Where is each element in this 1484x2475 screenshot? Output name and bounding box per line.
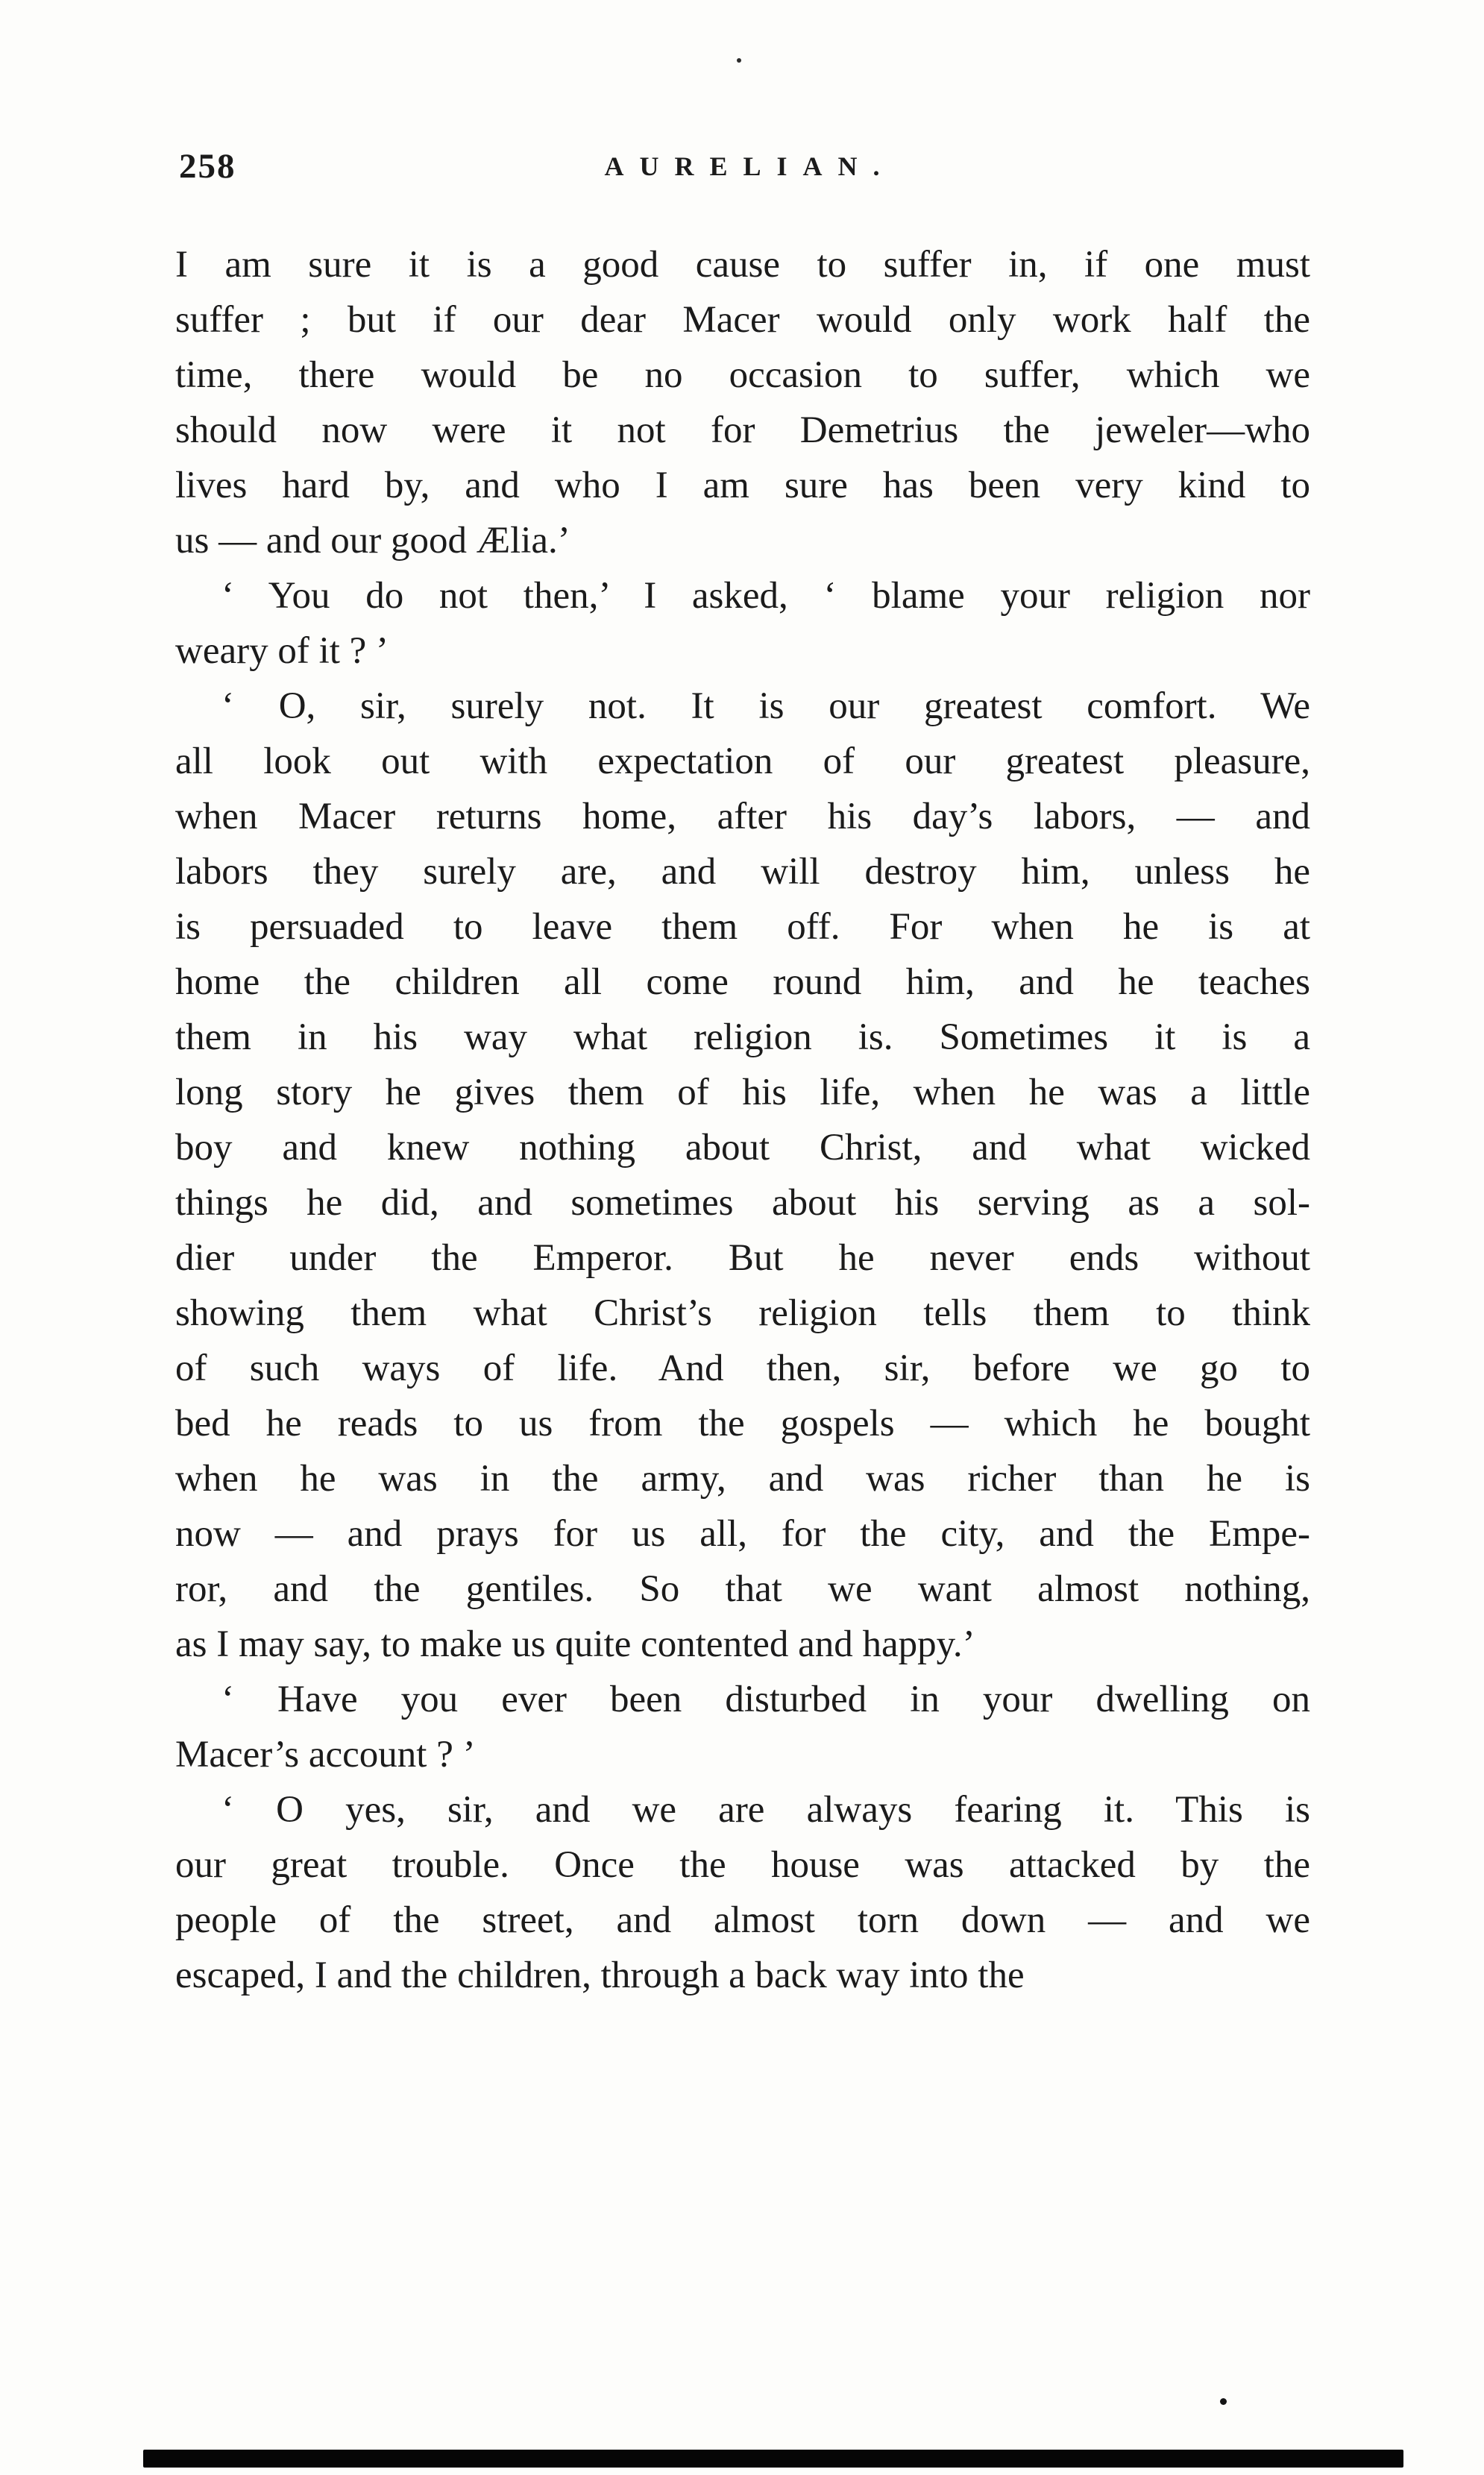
paragraph [175, 237, 1310, 568]
page-number: 258 [179, 147, 236, 186]
text-line: ‘ You do not then,’ I asked, ‘ blame your religion nor [221, 575, 1310, 617]
scan-speck-icon [1220, 2398, 1227, 2405]
text-line: now — and prays for us all, for the city, and the Empe- [175, 1513, 1310, 1555]
text-line: as I may say, to make us quite contented and happy.’ [175, 1623, 975, 1665]
paragraph [175, 1782, 1310, 2003]
text-line: time, there would be no occasion to suffer, which we [175, 354, 1310, 396]
paragraph [175, 679, 1310, 1672]
text-line: people of the street, and almost torn down — and we [175, 1899, 1310, 1941]
text-line: should now were it not for Demetrius the jeweler—who [175, 409, 1310, 451]
text-line: labors they surely are, and will destroy him, unless he [175, 851, 1310, 893]
paragraph [175, 568, 1310, 679]
text-line: long story he gives them of his life, when he was a little [175, 1072, 1310, 1113]
scan-artifact-bar [143, 2450, 1403, 2468]
text-line: showing them what Christ’s religion tells them to think [175, 1292, 1310, 1334]
text-line: I am sure it is a good cause to suffer in, if one must [175, 244, 1310, 286]
text-line: of such ways of life. And then, sir, before we go to [175, 1347, 1310, 1389]
text-line: our great trouble. Once the house was attacked by the [175, 1844, 1310, 1886]
text-line: Macer’s account ? ’ [175, 1734, 476, 1776]
text-line: ‘ Have you ever been disturbed in your dwelling on [221, 1679, 1310, 1720]
paragraph [175, 1672, 1310, 1782]
text-line: when Macer returns home, after his day’s labors, — and [175, 796, 1310, 837]
text-body [175, 237, 1310, 2003]
text-line: boy and knew nothing about Christ, and what wicked [175, 1127, 1310, 1169]
text-line: home the children all come round him, and he teaches [175, 961, 1310, 1003]
text-line: lives hard by, and who I am sure has been very kind to [175, 465, 1310, 506]
text-line: bed he reads to us from the gospels — which he bought [175, 1403, 1310, 1444]
text-line: ‘ O, sir, surely not. It is our greatest comfort. We [221, 685, 1310, 727]
text-line: is persuaded to leave them off. For when he is at [175, 906, 1310, 948]
page-header [175, 146, 1309, 191]
text-line: things he did, and sometimes about his serving as a sol- [175, 1182, 1310, 1224]
text-line: ‘ O yes, sir, and we are always fearing it. This is [221, 1789, 1310, 1831]
running-head-title: AURELIAN. [604, 151, 896, 181]
text-line: ror, and the gentiles. So that we want almost nothing, [175, 1568, 1310, 1610]
text-line: us — and our good Ælia.’ [175, 520, 570, 562]
text-line: them in his way what religion is. Sometimes it is a [175, 1016, 1310, 1058]
text-line: when he was in the army, and was richer than he is [175, 1458, 1310, 1500]
scan-speck-icon [737, 58, 741, 63]
text-line: dier under the Emperor. But he never ends without [175, 1237, 1310, 1279]
text-line: suffer ; but if our dear Macer would only work half the [175, 299, 1310, 341]
text-line: weary of it ? ’ [175, 630, 389, 672]
text-line: all look out with expectation of our greatest pleasure, [175, 740, 1310, 782]
text-line: escaped, I and the children, through a back way into the [175, 1954, 1025, 1996]
